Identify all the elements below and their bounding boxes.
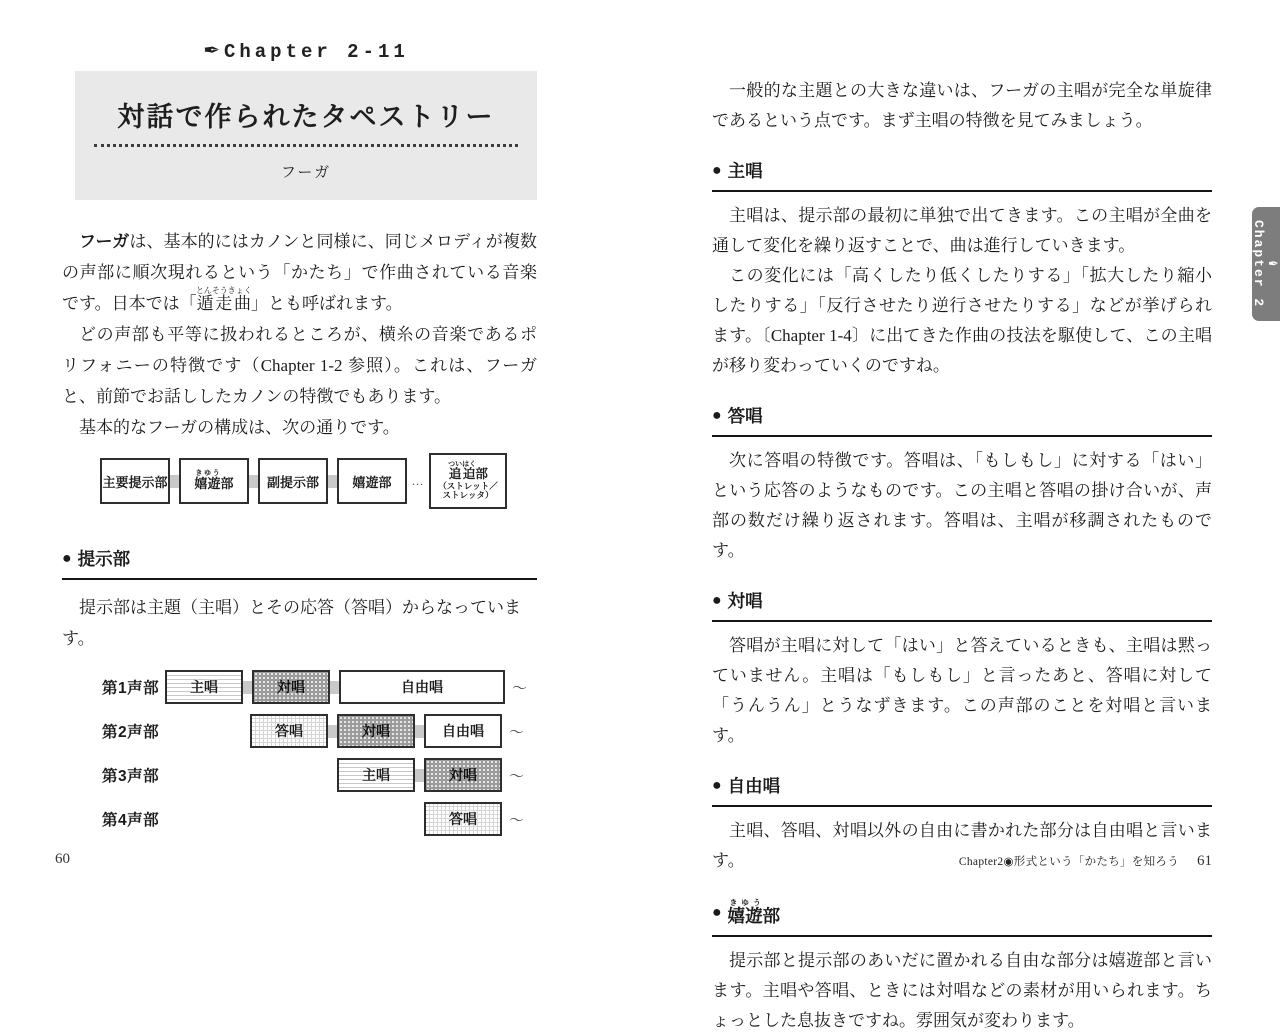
bullet-icon: ● [62, 549, 72, 567]
countersubject-box: 対唱 [424, 758, 502, 792]
title-dotted-divider [94, 144, 518, 147]
free-part-box: 自由唱 [339, 670, 505, 704]
voice-connector [415, 725, 424, 738]
flow-connector [328, 475, 337, 488]
voice-row-4 [62, 802, 537, 836]
left-page [62, 38, 537, 846]
continuation-tilde: ～ [512, 680, 528, 697]
page-number-right: 61 [1197, 853, 1212, 869]
paragraph: 次に答唱の特徴です。答唱は、「もしもし」に対する「はい」という応答のようなものです。この主唱と答唱の掛け合いが、声部の数だけ繰り返されます。答唱は、主唱が移調されたものです。 [712, 451, 1212, 560]
subject-box: 主唱 [165, 670, 243, 704]
section-kiyubu [712, 898, 1212, 1036]
section-heading [712, 403, 1212, 437]
ruby-reading: とんそうきょく [195, 286, 252, 295]
continuation-tilde: ～ [509, 812, 525, 829]
right-page [712, 76, 1212, 1036]
section-heading [62, 546, 537, 580]
section-heading-label: 対唱 [727, 591, 763, 611]
flow-connector [170, 475, 179, 488]
page-title: 対話で作られたタペストリー [117, 102, 495, 132]
running-footer: Chapter2◉形式という「かたち」を知ろう [958, 856, 1179, 868]
flow-box-episode-2: 嬉遊部 [337, 458, 407, 504]
voice-row-label: 第3声部 [102, 768, 160, 785]
voice-connector [243, 681, 252, 694]
title-box [75, 71, 537, 200]
paragraph: 提示部と提示部のあいだに置かれる自由な部分は嬉遊部と言います。主唱や答唱、ときには対唱などの素材が用いられます。ちょっとした息抜きですね。雰囲気が変わります。 [712, 951, 1212, 1030]
answer-box: 答唱 [250, 714, 328, 748]
section-tosho [712, 403, 1212, 566]
bullet-icon: ● [712, 904, 722, 921]
paragraph-text: は、基本的にはカノンと同様に、同じメロディが複数の声部に順次現れるという「かたち」で作曲されている音楽です。日本では「 [62, 232, 537, 313]
paragraph-text: 」とも呼ばれます。 [250, 294, 403, 313]
chapter-header-label: Chapter 2-11 [223, 41, 409, 63]
section-heading [712, 588, 1212, 622]
section-heading [712, 898, 1212, 937]
chapter-side-tab [1252, 207, 1280, 321]
ruby-base: 遁走曲 [195, 294, 252, 313]
section-heading-label: 嬉遊きゆう部 [727, 898, 781, 926]
pen-nib-icon: ✒ [1266, 256, 1281, 272]
paragraph [62, 226, 537, 319]
bullet-icon: ● [712, 161, 722, 179]
lead-term: フーガ [79, 232, 130, 251]
voice-row-1 [62, 670, 537, 704]
section-heading-label: 主唱 [727, 161, 763, 181]
flow-box-main-exposition: 主要提示部 [100, 458, 170, 504]
section-heading [712, 158, 1212, 192]
paragraph: 答唱が主唱に対して「はい」と答えているときも、主唱は黙っていません。主唱は「もしもし」と言ったあと、答唱に対して「うんうん」とうなずきます。この声部のことを対唱と言います。 [712, 636, 1212, 745]
free-part-box: 自由唱 [424, 714, 502, 748]
section-heading-label: 自由唱 [727, 776, 781, 796]
voice-row-label: 第1声部 [102, 680, 160, 697]
footer-right [959, 853, 1212, 870]
flow-box-stretto: 追迫ついはく部 （ストレット／ ストレッタ） [429, 453, 507, 509]
voice-connector [328, 725, 337, 738]
page-subtitle: フーガ [280, 164, 332, 181]
pen-nib-icon: ✒ [203, 38, 220, 62]
countersubject-box: 対唱 [337, 714, 415, 748]
voice-row-2 [62, 714, 537, 748]
section-body: 提示部は主題（主唱）とその応答（答唱）からなっています。 [62, 598, 521, 648]
voice-entries-diagram [62, 670, 537, 836]
exposition-section [62, 546, 537, 654]
page-number-left: 60 [55, 851, 70, 867]
subject-box: 主唱 [337, 758, 415, 792]
continuation-tilde: ～ [509, 724, 525, 741]
fugue-structure-diagram [100, 452, 537, 510]
side-tab-label: Chapter 2 [1251, 219, 1266, 309]
paragraph: 主唱、答唱、対唱以外の自由に書かれた部分は自由唱と言います。 [712, 821, 1212, 870]
paragraph: 一般的な主題との大きな違いは、フーガの主唱が完全な単旋律であるという点です。まず主唱の特徴を見てみましょう。 [712, 81, 1212, 130]
flow-box-counter-exposition: 副提示部 [258, 458, 328, 504]
paragraph: 主唱は、提示部の最初に単独で出てきます。この主唱が全曲を通して変化を繰り返すことで、曲は進行していきます。 [712, 206, 1212, 255]
voice-connector [415, 769, 424, 782]
voice-row-3 [62, 758, 537, 792]
bullet-icon: ● [712, 591, 722, 609]
countersubject-box: 対唱 [252, 670, 330, 704]
paragraph: この変化には「高くしたり低くしたりする」「拡大したり縮小したりする」「反行させたり逆行させたりする」などが挙げられます。〔Chapter 1-4〕に出てきた作曲の技法を駆使して、この主唱が移り変わっていくのですね。 [712, 266, 1212, 375]
section-taisho [712, 588, 1212, 751]
voice-row-label: 第2声部 [102, 724, 160, 741]
flow-box-sub-label: （ストレット／ [438, 480, 498, 491]
bullet-icon: ● [712, 406, 722, 424]
voice-row-label: 第4声部 [102, 812, 160, 829]
section-heading-label: 答唱 [727, 406, 763, 426]
paragraph: どの声部も平等に扱われるところが、横糸の音楽であるポリフォニーの特徴です（Chapter 1-2 参照）。これは、フーガと、前節でお話ししたカノンの特徴でもあります。 [62, 325, 537, 406]
section-heading [712, 773, 1212, 807]
voice-connector [330, 681, 339, 694]
flow-connector [249, 475, 258, 488]
left-body-text [62, 226, 537, 443]
ruby-term [195, 286, 252, 313]
continuation-tilde: ～ [509, 768, 525, 785]
section-shusho [712, 158, 1212, 381]
flow-box-sub-label: ストレッタ） [442, 490, 494, 501]
answer-box: 答唱 [424, 802, 502, 836]
chapter-header [75, 38, 537, 63]
flow-box-episode-1: 嬉遊きゆう部 [179, 458, 249, 504]
section-heading-label: 提示部 [77, 549, 131, 569]
bullet-icon: ● [712, 776, 722, 794]
flow-ellipsis: … [411, 473, 425, 488]
paragraph: 基本的なフーガの構成は、次の通りです。 [79, 418, 400, 437]
